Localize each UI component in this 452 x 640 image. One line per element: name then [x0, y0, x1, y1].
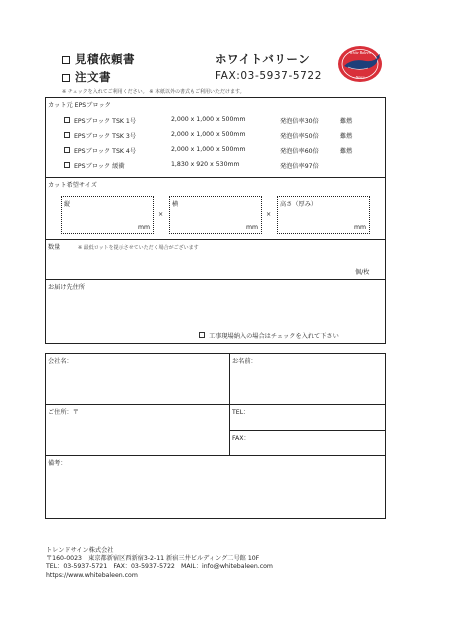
logo-text-top: White Baleen [349, 50, 371, 55]
checkbox[interactable] [64, 147, 70, 153]
usage-note: ※ チェックを入れてご利用ください。 ※ 本紙以外の書式もご利用いただけます。 [62, 89, 245, 95]
flame-retardant-tag: 難燃 [340, 118, 353, 125]
divider [229, 353, 230, 455]
expansion-ratio: 発泡倍率30倍 [280, 118, 319, 125]
address-label: ご住所：〒 [48, 409, 79, 416]
quantity-heading: 数量 [48, 244, 61, 251]
fax-input[interactable] [258, 433, 382, 453]
company-name: ホワイトバリーン [215, 52, 311, 66]
cut-source-option-3[interactable] [64, 146, 136, 155]
company-name-label: 会社名： [48, 358, 73, 365]
fax-label: FAX： [232, 435, 250, 442]
cut-source-heading: カット元 EPSブロック [48, 102, 111, 109]
width-input[interactable] [169, 196, 262, 234]
delivery-address-input[interactable] [48, 292, 378, 328]
cut-source-option-1[interactable] [64, 116, 136, 125]
footer [46, 547, 273, 580]
width-label: 横 [172, 201, 179, 208]
footer-contact: TEL：03-5937-5721 FAX：03-5937-5722 MAIL：info@whitebaleen.com [46, 563, 273, 571]
divider [45, 279, 386, 280]
length-input[interactable] [61, 196, 154, 234]
divider [229, 430, 386, 431]
cut-source-option-2[interactable] [64, 131, 136, 140]
divider [45, 239, 386, 240]
product-name: EPSブロック TSK 3号 [74, 133, 137, 140]
contact-name-label: お名前： [232, 358, 257, 365]
flame-retardant-tag: 難燃 [340, 133, 353, 140]
estimate-label: 見積依頼書 [75, 52, 135, 66]
times-sign: × [158, 211, 164, 218]
product-size: 2,000 x 1,000 x 500mm [171, 131, 246, 138]
order-checkbox[interactable] [62, 74, 70, 82]
flame-retardant-tag: 難燃 [340, 148, 353, 155]
length-label: 縦 [64, 201, 71, 208]
cut-size-heading: カット希望サイズ [48, 182, 97, 189]
quantity-input[interactable] [48, 250, 378, 276]
expansion-ratio: 発泡倍率97倍 [280, 163, 319, 170]
product-size: 1,830 x 920 x 530mm [171, 161, 240, 168]
estimate-request-option[interactable] [62, 51, 135, 67]
order-form-option[interactable] [62, 69, 111, 85]
footer-company: トレンドサイン株式会社 [46, 547, 114, 554]
unit-label: mm [245, 224, 258, 231]
tel-label: TEL： [232, 409, 250, 416]
company-name-input[interactable] [48, 366, 226, 402]
expansion-ratio: 発泡倍率50倍 [280, 133, 319, 140]
checkbox[interactable] [64, 117, 70, 123]
construction-site-option[interactable] [199, 331, 339, 340]
divider [45, 455, 386, 456]
delivery-address-heading: お届け先住所 [48, 284, 86, 291]
quantity-unit: 個/枚 [355, 269, 370, 276]
checkbox[interactable] [64, 132, 70, 138]
footer-address: 〒160-0023 東京都新宿区西新宿3-2-11 新宿三井ビルディング二号館 10F [46, 555, 260, 563]
divider [45, 177, 386, 178]
remarks-input[interactable] [48, 468, 382, 516]
unit-label: mm [137, 224, 150, 231]
unit-label: mm [353, 224, 366, 231]
footer-url[interactable]: https://www.whitebaleen.com [46, 571, 138, 579]
product-name: EPSブロック 緩衝 [74, 163, 125, 170]
product-size: 2,000 x 1,000 x 500mm [171, 116, 246, 123]
divider [45, 404, 386, 405]
product-name: EPSブロック TSK 4号 [74, 148, 137, 155]
height-input[interactable] [277, 196, 370, 234]
fax-number: FAX:03-5937-5722 [215, 70, 322, 82]
contact-name-input[interactable] [232, 366, 382, 402]
logo-text-bottom: Baleen [355, 75, 365, 79]
white-baleen-logo [336, 44, 384, 84]
product-size: 2,000 x 1,000 x 500mm [171, 146, 246, 153]
address-input[interactable] [48, 417, 226, 453]
quantity-note: ※ 最低ロットを提示させていただく場合がございます [78, 245, 199, 251]
checkbox[interactable] [64, 162, 70, 168]
product-name: EPSブロック TSK 1号 [74, 118, 137, 125]
cut-source-option-4[interactable] [64, 161, 125, 170]
tel-input[interactable] [258, 407, 382, 427]
estimate-checkbox[interactable] [62, 56, 70, 64]
times-sign: × [266, 211, 272, 218]
expansion-ratio: 発泡倍率60倍 [280, 148, 319, 155]
site-delivery-label: 工事現場納入の場合はチェックを入れて下さい [209, 333, 339, 340]
order-label: 注文書 [75, 70, 111, 84]
site-delivery-checkbox[interactable] [199, 332, 205, 338]
remarks-label: 備考： [48, 460, 67, 467]
height-label: 高さ（厚み） [280, 201, 318, 208]
